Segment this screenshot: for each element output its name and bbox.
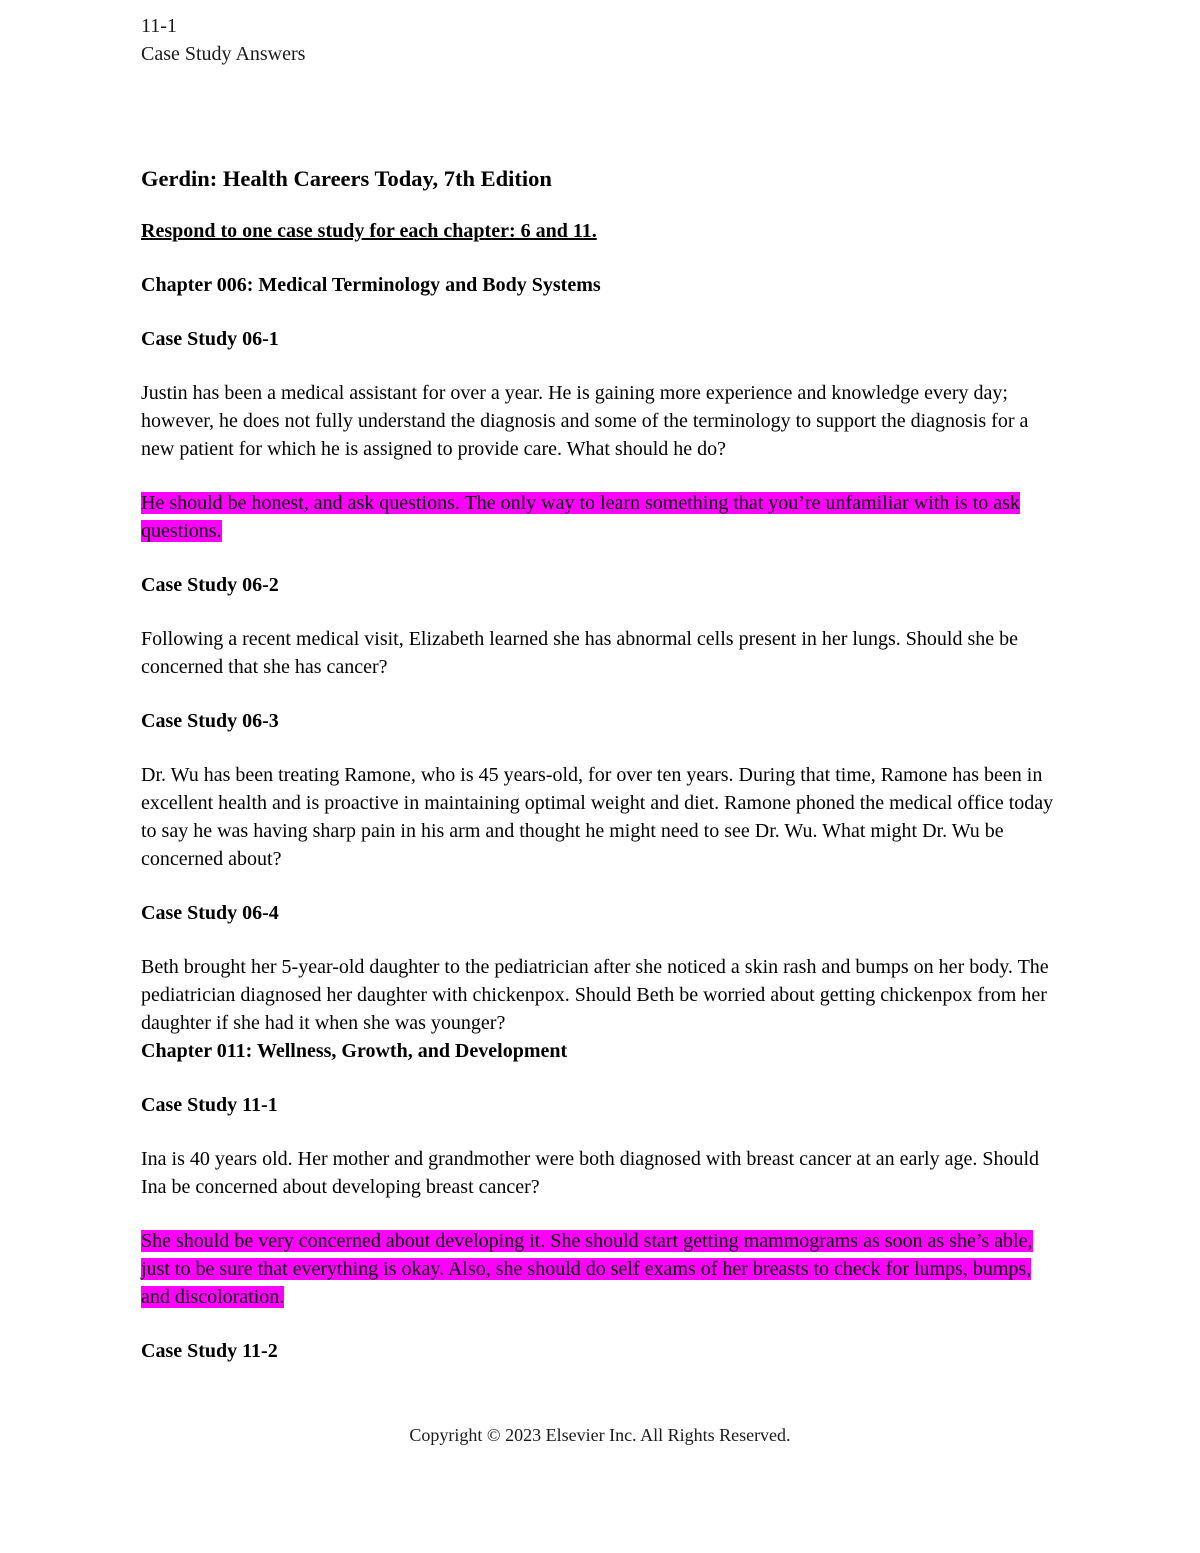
copyright-footer: Copyright © 2023 Elsevier Inc. All Rights Reserved.: [409, 1425, 791, 1445]
case-answer-11-1: She should be very concerned about developing it. She should start getting mammograms as soon as she’s able, just to be sure that everything is okay. Also, she should do self exams of her breasts to check for lumps, bumps, and discoloration.: [141, 1230, 1033, 1308]
case-question-06-3: Dr. Wu has been treating Ramone, who is 45 years-old, for over ten years. During that time, Ramone has been in excellent health and is proactive in maintaining optimal weight and diet. Ramone phoned the medical office today to say he was having sharp pain in his arm and thought he might need to see Dr. Wu. What might Dr. Wu be concerned about?: [141, 764, 1054, 870]
case-heading-11-1: Case Study 11-1: [141, 1094, 278, 1116]
case-heading-06-4: Case Study 06-4: [141, 902, 279, 924]
instruction: Respond to one case study for each chapter: 6 and 11.: [141, 220, 597, 242]
page-number: 11-1: [141, 15, 177, 37]
page-header: [141, 12, 305, 68]
case-heading-06-1: Case Study 06-1: [141, 328, 279, 350]
document-body: [141, 164, 1061, 1391]
case-heading-06-3: Case Study 06-3: [141, 710, 279, 732]
chapter-6-heading: Chapter 006: Medical Terminology and Body Systems: [141, 274, 601, 296]
case-heading-11-2: Case Study 11-2: [141, 1340, 278, 1362]
header-subtitle: Case Study Answers: [141, 43, 306, 65]
chapter-11-heading: Chapter 011: Wellness, Growth, and Development: [141, 1040, 568, 1062]
case-question-06-1: Justin has been a medical assistant for over a year. He is gaining more experience and knowledge every day; however, he does not fully understand the diagnosis and some of the terminology to support the diagnosis for a new patient for which he is assigned to provide care. What should he do?: [141, 382, 1029, 460]
case-answer-06-1: He should be honest, and ask questions. The only way to learn something that you’re unfamiliar with is to ask questions.: [141, 492, 1020, 542]
case-heading-06-2: Case Study 06-2: [141, 574, 279, 596]
case-question-06-2: Following a recent medical visit, Elizabeth learned she has abnormal cells present in her lungs. Should she be concerned that she has cancer?: [141, 628, 1018, 678]
document-title: Gerdin: Health Careers Today, 7th Edition: [141, 166, 552, 191]
case-question-06-4: Beth brought her 5-year-old daughter to the pediatrician after she noticed a skin rash and bumps on her body. The pediatrician diagnosed her daughter with chickenpox. Should Beth be worried about getting chickenpox from her daughter if she had it when she was younger?: [141, 956, 1049, 1034]
case-question-11-1: Ina is 40 years old. Her mother and grandmother were both diagnosed with breast cancer at an early age. Should Ina be concerned about developing breast cancer?: [141, 1148, 1040, 1198]
